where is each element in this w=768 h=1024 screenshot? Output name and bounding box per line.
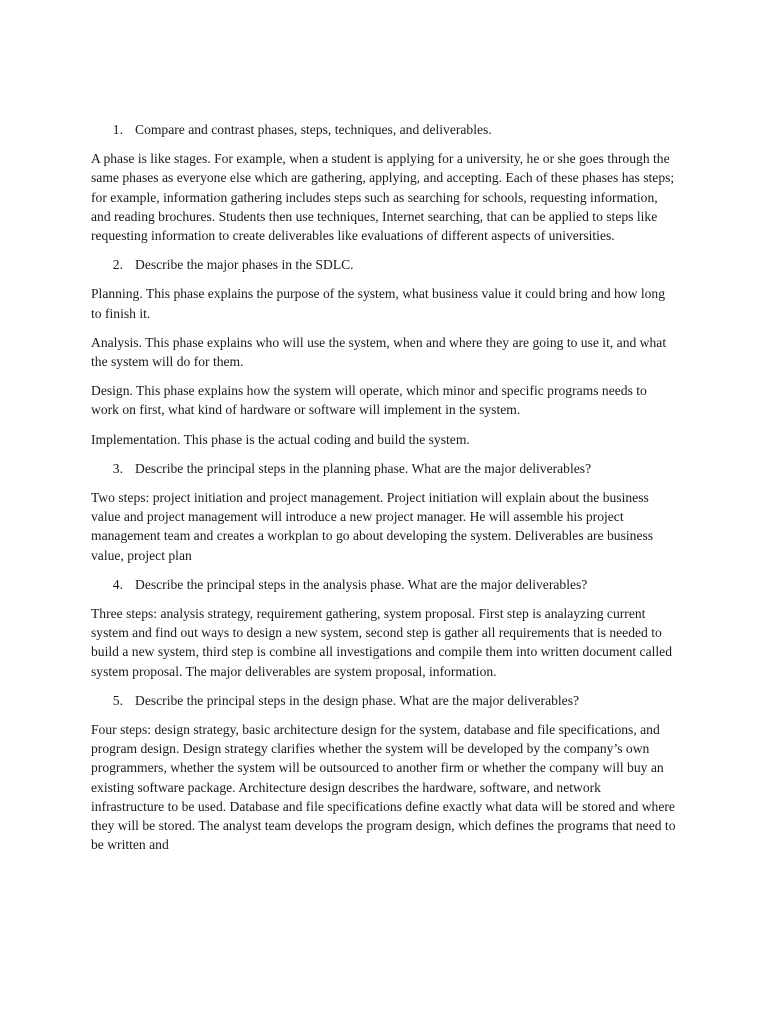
question-2 (91, 255, 677, 274)
question-text: Describe the principal steps in the planning phase. What are the major deliverables? (135, 460, 592, 476)
answer-2-analysis: Analysis. This phase explains who will use the system, when and where they are going to use it, and what the system will do for them. (91, 334, 667, 370)
question-number: 3. (112, 460, 123, 476)
question-text: Describe the principal steps in the analysis phase. What are the major deliverables? (135, 576, 588, 592)
question-3 (91, 459, 677, 478)
question-number: 4. (112, 576, 123, 592)
answer-3: Two steps: project initiation and project management. Project initiation will explain about the business value and project management will introduce a new project manager. He will assemble his project management team and creates a workplan to go about developing the system. Deliverables are business value, project plan (91, 490, 654, 563)
answer-2-implementation: Implementation. This phase is the actual coding and build the system. (91, 431, 470, 447)
question-text: Describe the major phases in the SDLC. (135, 257, 354, 273)
answer-4: Three steps: analysis strategy, requirement gathering, system proposal. First step is analayzing current system and find out ways to design a new system, second step is gather all requirements that is needed to build a new system, third step is combine all investigations and compile them into written document called system proposal. The major deliverables are system proposal, information. (91, 606, 673, 679)
document-page (91, 120, 677, 865)
question-number: 5. (112, 692, 123, 708)
question-text: Compare and contrast phases, steps, techniques, and deliverables. (135, 122, 492, 137)
answer-1: A phase is like stages. For example, when a student is applying for a university, he or she goes through the same phases as everyone else which are gathering, applying, and accepting. Each of these phases has steps; for example, information gathering includes steps such as searching for schools, requesting information, and reading brochures. Students then use techniques, Internet searching, that can be applied to steps like requesting information to create deliverables like evaluations of different aspects of universities. (91, 151, 675, 244)
answer-5: Four steps: design strategy, basic architecture design for the system, database and file specifications, and program design. Design strategy clarifies whether the system will be developed by the company’s own programmers, whether the system will be outsourced to another firm or whether the company will buy an existing software package. Architecture design describes the hardware, software, and network infrastructure to be used. Database and file specifications define exactly what data will be stored and where they will be stored. The analyst team develops the program design, which defines the programs that need to be written and (91, 722, 676, 853)
question-number: 2. (112, 257, 123, 273)
answer-2-design: Design. This phase explains how the system will operate, which minor and specific programs needs to work on first, what kind of hardware or software will implement in the system. (91, 383, 647, 418)
question-1 (91, 120, 677, 139)
question-number: 1. (112, 122, 123, 137)
question-4 (91, 575, 677, 594)
question-5 (91, 691, 677, 710)
question-text: Describe the principal steps in the design phase. What are the major deliverables? (135, 692, 580, 708)
answer-2-planning: Planning. This phase explains the purpose of the system, what business value it could bring and how long to finish it. (91, 286, 666, 321)
